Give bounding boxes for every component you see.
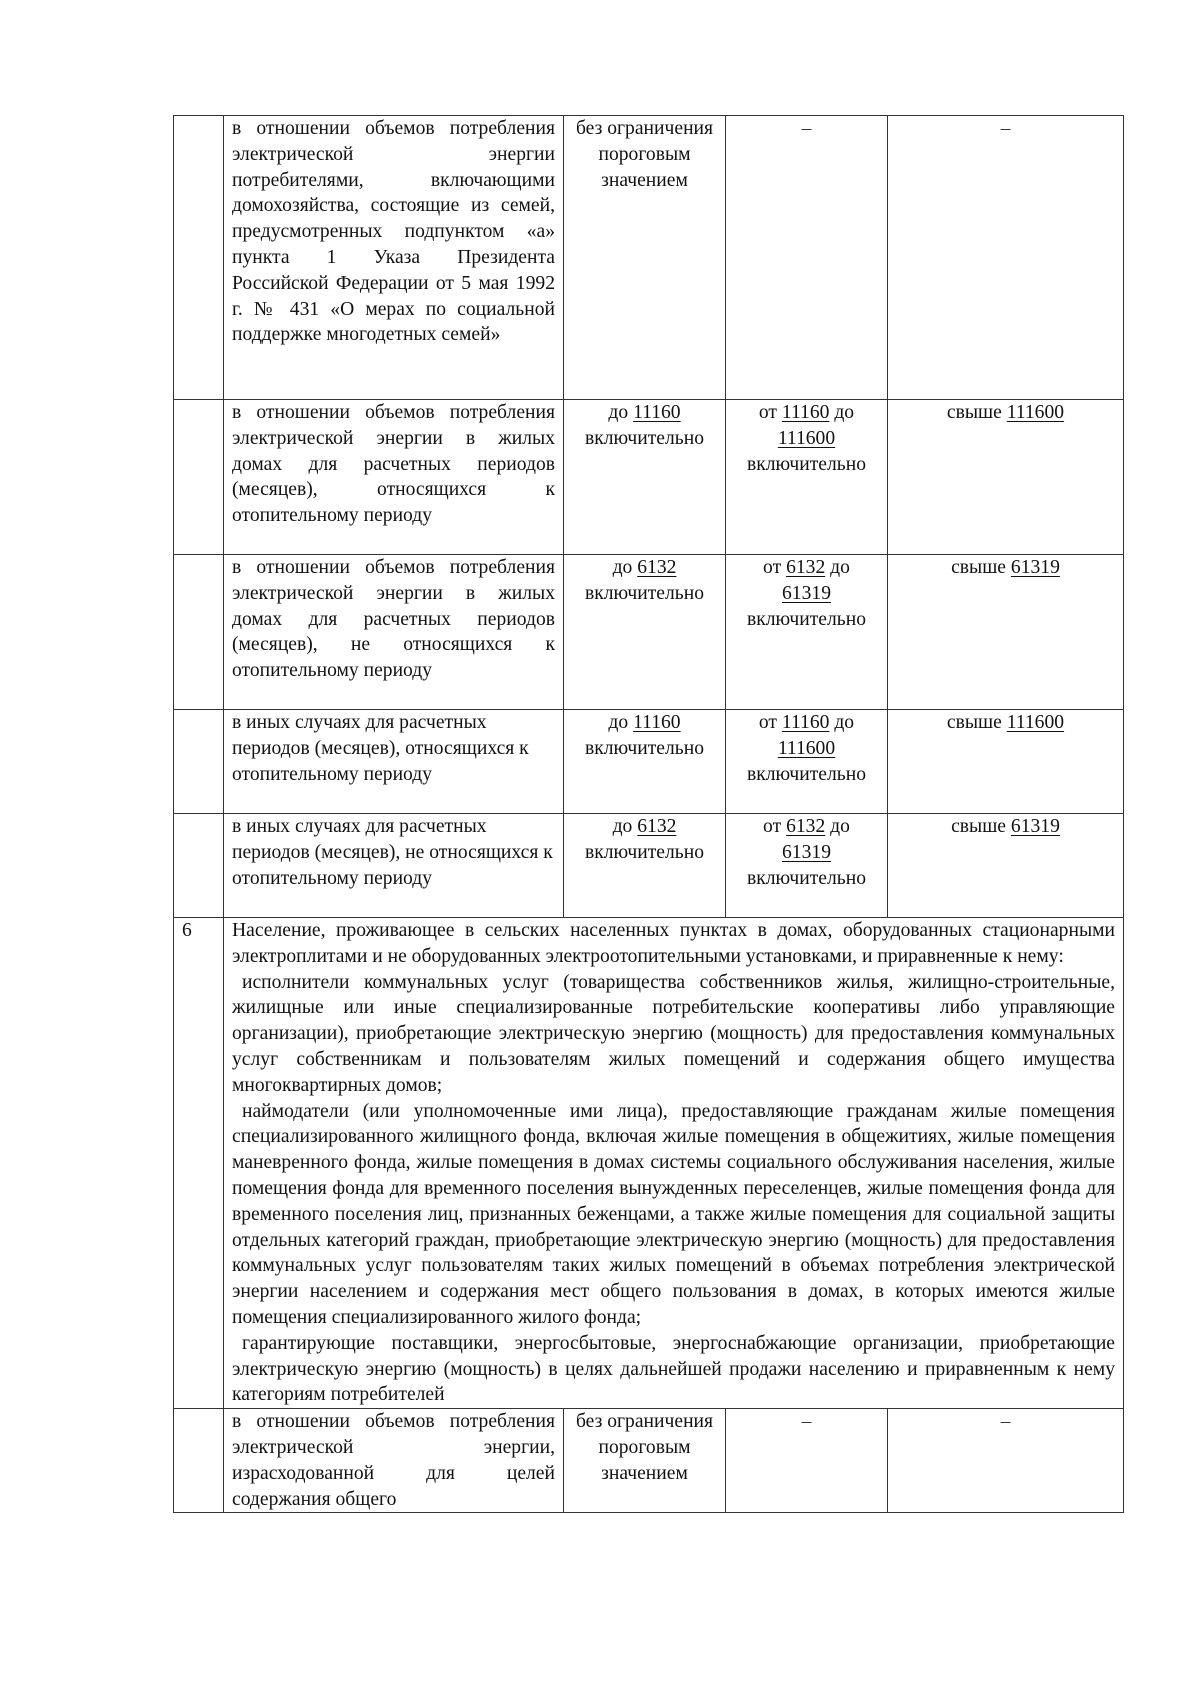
- threshold-high-cell: свыше 111600: [888, 710, 1124, 814]
- number-cell: [174, 400, 224, 555]
- description-cell: в отношении объемов потребления электрической энергии в жилых домах для расчетных периодов (месяцев), относящихся к отопительному периоду: [224, 400, 564, 555]
- value-link: 61319: [1010, 816, 1060, 837]
- number-cell: [174, 1409, 224, 1513]
- value-link: 6132: [786, 557, 826, 578]
- table-row: [174, 400, 1124, 555]
- threshold-low-cell: без ограничения пороговым значением: [564, 116, 726, 400]
- number-cell: [174, 116, 224, 400]
- value-link: 61319: [782, 841, 831, 863]
- tariff-table: [173, 115, 1124, 1513]
- threshold-mid-cell: –: [726, 116, 888, 400]
- number-cell: [174, 555, 224, 710]
- threshold-high-cell: –: [888, 1409, 1124, 1513]
- value-link: 6132: [637, 816, 677, 837]
- value-link: 11160: [633, 712, 681, 733]
- description-cell: в отношении объемов потребления электрической энергии, израсходованной для целей содержания общего: [224, 1409, 564, 1513]
- table-row: [174, 555, 1124, 710]
- value-link: 111600: [1006, 402, 1065, 423]
- description-cell: в отношении объемов потребления электрической энергии в жилых домах для расчетных периодов (месяцев), не относящихся к отопительному периоду: [224, 555, 564, 710]
- value-link: 111600: [777, 737, 836, 759]
- table-row: [174, 710, 1124, 814]
- threshold-mid-cell: от 6132 до 61319 включительно: [726, 814, 888, 918]
- threshold-high-cell: свыше 61319: [888, 555, 1124, 710]
- threshold-low-cell: без ограничения пороговым значением: [564, 1409, 726, 1513]
- table-row: [174, 116, 1124, 400]
- number-cell: [174, 814, 224, 918]
- table-row: [174, 814, 1124, 918]
- value-link: 11160: [781, 402, 830, 423]
- section-row: [174, 918, 1124, 1409]
- threshold-low-cell: до 6132 включительно: [564, 555, 726, 710]
- value-link: 61319: [782, 582, 831, 604]
- threshold-high-cell: свыше 111600: [888, 400, 1124, 555]
- threshold-mid-cell: от 11160 до 111600 включительно: [726, 710, 888, 814]
- threshold-low-cell: до 6132 включительно: [564, 814, 726, 918]
- threshold-high-cell: свыше 61319: [888, 814, 1124, 918]
- description-cell: в иных случаях для расчетных периодов (месяцев), не относящихся к отопительному периоду: [224, 814, 564, 918]
- table-row: [174, 1409, 1124, 1513]
- value-link: 11160: [781, 712, 830, 733]
- value-link: 11160: [633, 402, 681, 423]
- value-link: 6132: [786, 816, 826, 837]
- number-cell: [174, 710, 224, 814]
- section-lead: Население, проживающее в сельских населенных пунктах в домах, оборудованных стационарными электроплитами и не оборудованных электроотопительными установками, и приравненные к нему:: [232, 920, 1115, 967]
- value-link: 6132: [637, 557, 677, 578]
- section-paragraph: наймодатели (или уполномоченные ими лица), предоставляющие гражданам жилые помещения специализированного жилищного фонда, включая жилые помещения в общежитиях, жилые помещения маневренного фонда, жилые помещения в домах системы социального обслуживания населения, жилые помещения фонда для временного поселения вынужденных переселенцев, жилые помещения фонда для временного поселения лиц, признанных беженцами, а также жилые помещения для социальной защиты отдельных категорий граждан, приобретающие электрическую энергию (мощность) для предоставления коммунальных услуг пользователям таких жилых помещений в объемах потребления электрической энергии населением и содержания мест общего пользования в домах, в которых имеются жилые помещения специализированного жилого фонда;: [232, 1100, 1115, 1328]
- threshold-low-cell: до 11160 включительно: [564, 710, 726, 814]
- section-number: 6: [174, 918, 224, 1409]
- threshold-mid-cell: от 11160 до 111600 включительно: [726, 400, 888, 555]
- threshold-mid-cell: от 6132 до 61319 включительно: [726, 555, 888, 710]
- value-link: 111600: [1006, 712, 1065, 733]
- section-paragraph: гарантирующие поставщики, энергосбытовые, энергоснабжающие организации, приобретающие электрическую энергию (мощность) в целях дальнейшей продажи населению и приравненным к нему категориям потребителей: [232, 1332, 1115, 1406]
- threshold-low-cell: до 11160 включительно: [564, 400, 726, 555]
- description-cell: в отношении объемов потребления электрической энергии потребителями, включающими домохозяйства, состоящие из семей, предусмотренных подпунктом «а» пункта 1 Указа Президента Российской Федерации от 5 мая 1992 г. № 431 «О мерах по социальной поддержке многодетных семей»: [224, 116, 564, 400]
- section-description: [224, 918, 1124, 1409]
- value-link: 61319: [1010, 557, 1060, 578]
- threshold-mid-cell: –: [726, 1409, 888, 1513]
- section-paragraph: исполнители коммунальных услуг (товарищества собственников жилья, жилищно-строительные, жилищные или иные специализированные потребительские кооперативы либо управляющие организации), приобретающие электрическую энергию (мощность) для предоставления коммунальных услуг собственникам и пользователям жилых помещений и содержания общего имущества многоквартирных домов;: [232, 971, 1115, 1096]
- description-cell: в иных случаях для расчетных периодов (месяцев), относящихся к отопительному периоду: [224, 710, 564, 814]
- threshold-high-cell: –: [888, 116, 1124, 400]
- value-link: 111600: [777, 427, 836, 449]
